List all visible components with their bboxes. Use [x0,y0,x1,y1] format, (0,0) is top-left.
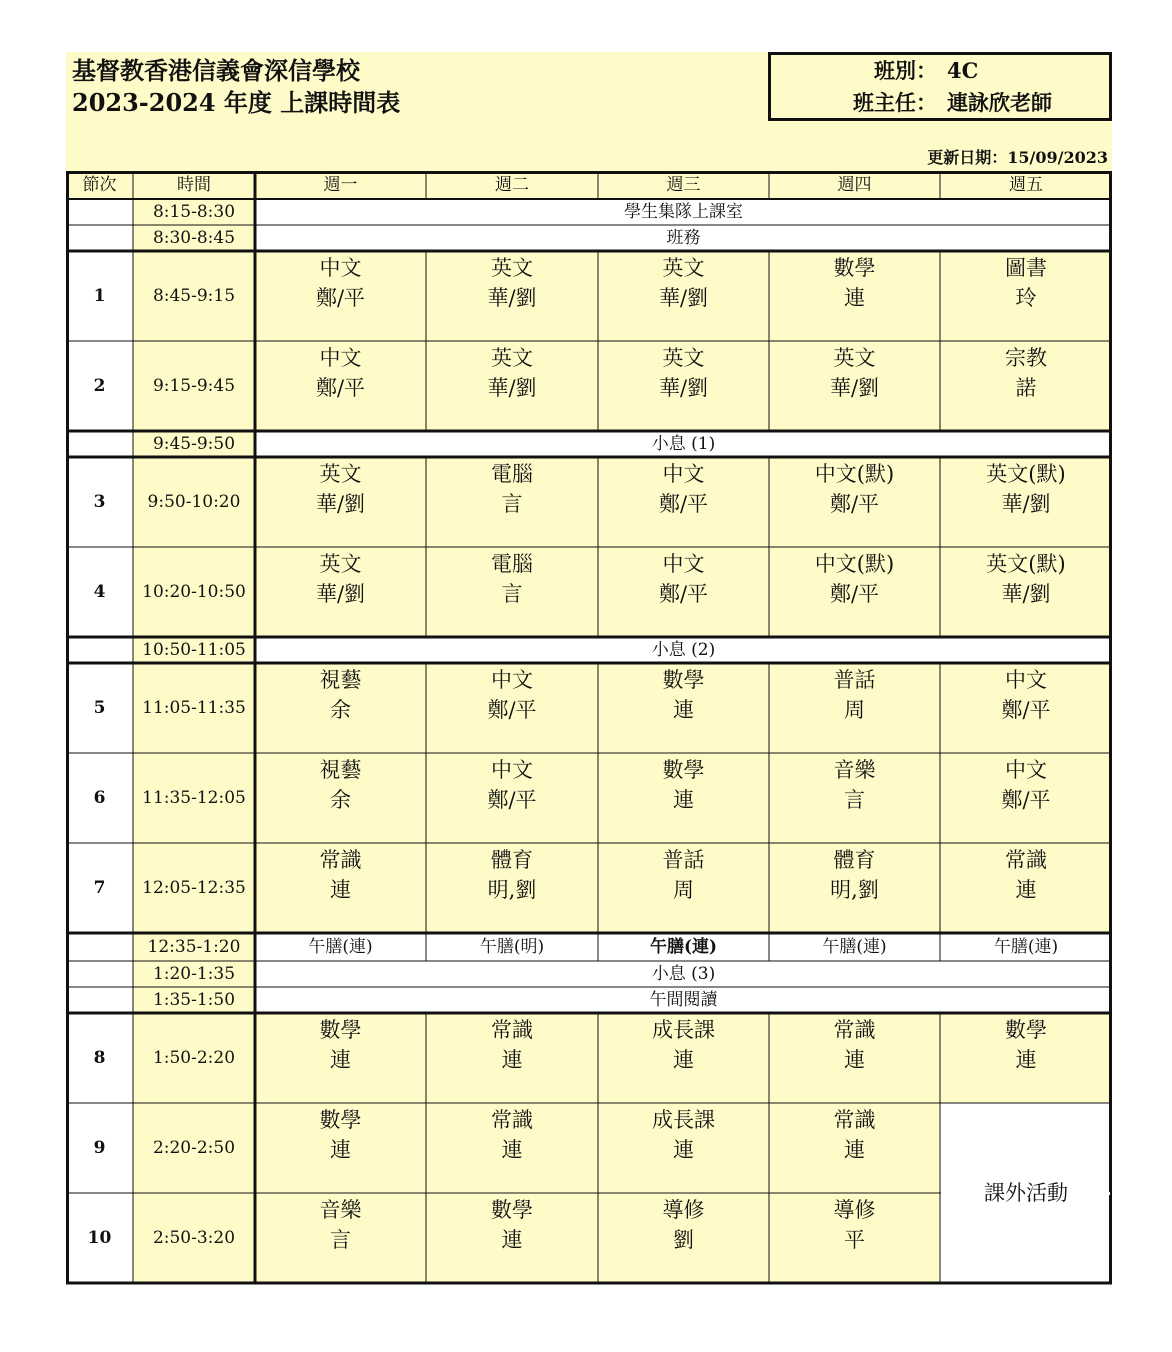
period-number [66,961,133,987]
teacher-name: 鄭/平 [315,286,366,310]
time-slot: 12:05-12:35 [133,843,255,933]
teacher-name: 連 [330,1048,351,1072]
teacher-name: 連 [1015,878,1037,902]
teacher-name: 華/劉 [315,492,366,516]
subject-name: 體育 [491,848,533,872]
period-number: 10 [66,1193,133,1283]
subject-name: 中文 [319,346,362,370]
lesson-cell [769,753,940,843]
teacher-name: 華/劉 [829,376,880,400]
teacher-name: 連 [673,788,694,812]
period-number [66,225,133,251]
column-header: 週二 [426,171,598,199]
lesson-cell [598,1013,769,1103]
time-slot: 8:45-9:15 [133,251,255,341]
teacher-name: 連 [844,1138,865,1162]
lesson-cell [598,1103,769,1193]
lesson-cell [255,1193,426,1283]
period-number: 9 [66,1103,133,1193]
lesson-cell [769,1013,940,1103]
time-slot: 2:20-2:50 [133,1103,255,1193]
lesson-cell [598,843,769,933]
subject-name: 數學 [833,256,876,280]
subject-name: 中文 [491,758,533,782]
teacher-name: 連 [673,1048,694,1072]
lesson-cell [255,341,426,431]
lesson-cell [769,457,940,547]
subject-name: 中文 [662,462,705,486]
time-slot: 8:15-8:30 [133,199,255,225]
teacher-name: 平 [844,1228,865,1252]
subject-name: 中文 [1005,758,1047,782]
teacher-name: 言 [330,1228,351,1252]
time-slot: 2:50-3:20 [133,1193,255,1283]
subject-name: 英文(默) [986,462,1066,486]
subject-name: 數學 [319,1018,362,1042]
teacher-name: 諾 [1015,376,1037,400]
lesson-cell [598,1193,769,1283]
teacher-name: 鄭/平 [487,698,537,722]
subject-name: 成長課 [652,1108,715,1132]
lesson-cell [598,663,769,753]
break-activity: 午間閱讀 [255,987,1112,1013]
period-number: 2 [66,341,133,431]
teacher-name: 連 [673,1138,694,1162]
lesson-cell [598,457,769,547]
extracurricular-cell: 課外活動 [984,1181,1068,1205]
period-number [66,933,133,961]
time-slot: 8:30-8:45 [133,225,255,251]
lunch-cell: 午膳(連) [940,933,1112,961]
teacher-name: 連 [844,286,865,310]
break-activity: 學生集隊上課室 [255,199,1112,225]
subject-name: 英文 [491,256,533,280]
lesson-cell [769,1103,940,1193]
period-number: 3 [66,457,133,547]
teacher-name: 華/劉 [315,582,366,606]
time-slot: 1:20-1:35 [133,961,255,987]
lesson-cell [426,1103,598,1193]
subject-name: 視藝 [319,758,362,782]
time-slot: 9:45-9:50 [133,431,255,457]
teacher-name: 鄭/平 [658,582,709,606]
time-slot: 12:35-1:20 [133,933,255,961]
lesson-cell [255,843,426,933]
teacher-value: 連詠欣老師 [947,90,1052,115]
lesson-cell [426,753,598,843]
subject-name: 中文 [319,256,362,280]
period-number [66,431,133,457]
teacher-name: 華/劉 [658,376,709,400]
teacher-name: 鄭/平 [658,492,709,516]
period-number [66,637,133,663]
class-value: 4C [947,58,979,83]
subject-name: 宗教 [1005,346,1047,370]
teacher-name: 明,劉 [830,878,879,902]
break-activity: 小息 (2) [255,637,1112,663]
subject-name: 視藝 [319,668,362,692]
lesson-cell [426,251,598,341]
teacher-name: 華/劉 [487,376,537,400]
time-slot: 9:15-9:45 [133,341,255,431]
class-info-box [768,52,1112,121]
lunch-cell: 午膳(連) [255,933,426,961]
subject-name: 常識 [833,1018,876,1042]
column-header: 週五 [940,171,1112,199]
break-activity: 小息 (3) [255,961,1112,987]
period-number: 6 [66,753,133,843]
subject-name: 數學 [662,668,705,692]
column-header: 時間 [133,171,255,199]
teacher-label: 班主任： [853,90,937,115]
period-number: 8 [66,1013,133,1103]
subject-name: 音樂 [319,1198,362,1222]
lesson-cell [426,1013,598,1103]
subject-name: 常識 [319,848,362,872]
subject-name: 英文 [491,346,533,370]
teacher-name: 鄭/平 [487,788,537,812]
lesson-cell [255,1013,426,1103]
subject-name: 中文 [1005,668,1047,692]
time-slot: 1:50-2:20 [133,1013,255,1103]
teacher-name: 華/劉 [1001,582,1051,606]
teacher-name: 鄭/平 [315,376,366,400]
subject-name: 中文(默) [814,462,895,486]
time-slot: 10:50-11:05 [133,637,255,663]
lesson-cell [940,457,1112,547]
lesson-cell [598,547,769,637]
teacher-name: 周 [844,698,865,722]
teacher-name: 連 [501,1228,523,1252]
period-number [66,199,133,225]
teacher-name: 華/劉 [658,286,709,310]
lesson-cell [426,457,598,547]
subject-name: 成長課 [652,1018,715,1042]
teacher-name: 鄭/平 [1001,788,1051,812]
teacher-name: 連 [673,698,694,722]
lesson-cell [940,1013,1112,1103]
subject-name: 導修 [833,1198,876,1222]
subject-name: 中文 [662,552,705,576]
teacher-name: 連 [1015,1048,1037,1072]
lesson-cell [940,843,1112,933]
timetable-grid [66,171,1112,1291]
updated-date: 更新日期：15/09/2023 [927,148,1108,167]
lesson-cell [598,753,769,843]
subject-name: 英文 [833,346,876,370]
teacher-name: 華/劉 [487,286,537,310]
lesson-cell [940,753,1112,843]
teacher-name: 明,劉 [487,878,537,902]
subject-name: 常識 [491,1018,533,1042]
lesson-cell [426,341,598,431]
teacher-name: 鄭/平 [829,492,880,516]
teacher-name: 華/劉 [1001,492,1051,516]
lesson-cell [426,663,598,753]
teacher-name: 言 [501,492,523,516]
subject-name: 普話 [833,668,876,692]
teacher-name: 鄭/平 [829,582,880,606]
subject-name: 英文(默) [986,552,1066,576]
break-activity: 小息 (1) [255,431,1112,457]
lesson-cell [769,547,940,637]
time-slot: 11:05-11:35 [133,663,255,753]
teacher-name: 余 [330,788,351,812]
teacher-name: 連 [330,1138,351,1162]
teacher-name: 鄭/平 [1001,698,1051,722]
subject-name: 英文 [319,552,362,576]
time-slot: 11:35-12:05 [133,753,255,843]
teacher-name: 言 [501,582,523,606]
teacher-name: 玲 [1015,286,1037,310]
subject-name: 電腦 [491,552,533,576]
subject-name: 中文 [491,668,533,692]
lesson-cell [255,663,426,753]
teacher-name: 連 [844,1048,865,1072]
subject-name: 英文 [662,256,705,280]
subject-name: 數學 [491,1198,533,1222]
subject-name: 中文(默) [814,552,895,576]
lunch-cell: 午膳(連) [769,933,940,961]
subject-name: 音樂 [833,758,876,782]
teacher-name: 連 [330,878,351,902]
teacher-name: 劉 [673,1228,694,1252]
teacher-name: 連 [501,1048,523,1072]
lesson-cell [940,251,1112,341]
lesson-cell [598,341,769,431]
subject-name: 常識 [1005,848,1047,872]
subject-name: 英文 [319,462,362,486]
time-slot: 10:20-10:50 [133,547,255,637]
subject-name: 導修 [662,1198,705,1222]
lesson-cell [598,251,769,341]
subject-name: 數學 [319,1108,362,1132]
subject-name: 數學 [1005,1018,1047,1042]
period-number: 1 [66,251,133,341]
timetable-title: 2023-2024 年度 上課時間表 [72,88,401,117]
subject-name: 常識 [491,1108,533,1132]
teacher-name: 言 [844,788,865,812]
school-name: 基督教香港信義會深信學校 [72,56,360,85]
time-slot: 1:35-1:50 [133,987,255,1013]
column-header: 週四 [769,171,940,199]
lesson-cell [769,843,940,933]
teacher-name: 周 [673,878,694,902]
lesson-cell [255,1103,426,1193]
lesson-cell [940,341,1112,431]
subject-name: 英文 [662,346,705,370]
period-number: 4 [66,547,133,637]
break-activity: 班務 [255,225,1112,251]
lesson-cell [769,341,940,431]
lesson-cell [255,753,426,843]
period-number: 5 [66,663,133,753]
class-label: 班別： [874,58,937,83]
lunch-cell: 午膳(明) [426,933,598,961]
period-number: 7 [66,843,133,933]
column-header: 週一 [255,171,426,199]
lesson-cell [426,547,598,637]
time-slot: 9:50-10:20 [133,457,255,547]
lesson-cell [426,843,598,933]
lesson-cell [255,457,426,547]
lesson-cell [426,1193,598,1283]
subject-name: 數學 [662,758,705,782]
lesson-cell [769,663,940,753]
column-header: 節次 [66,171,133,199]
period-number [66,987,133,1013]
lesson-cell [255,547,426,637]
lesson-cell [255,251,426,341]
subject-name: 常識 [833,1108,876,1132]
column-header: 週三 [598,171,769,199]
subject-name: 普話 [662,848,705,872]
subject-name: 體育 [833,848,876,872]
lesson-cell [940,547,1112,637]
subject-name: 電腦 [491,462,533,486]
lesson-cell [940,663,1112,753]
teacher-name: 連 [501,1138,523,1162]
lunch-cell: 午膳(連) [598,933,769,961]
teacher-name: 余 [330,698,351,722]
subject-name: 圖書 [1005,256,1047,280]
lesson-cell [769,251,940,341]
lesson-cell [769,1193,940,1283]
